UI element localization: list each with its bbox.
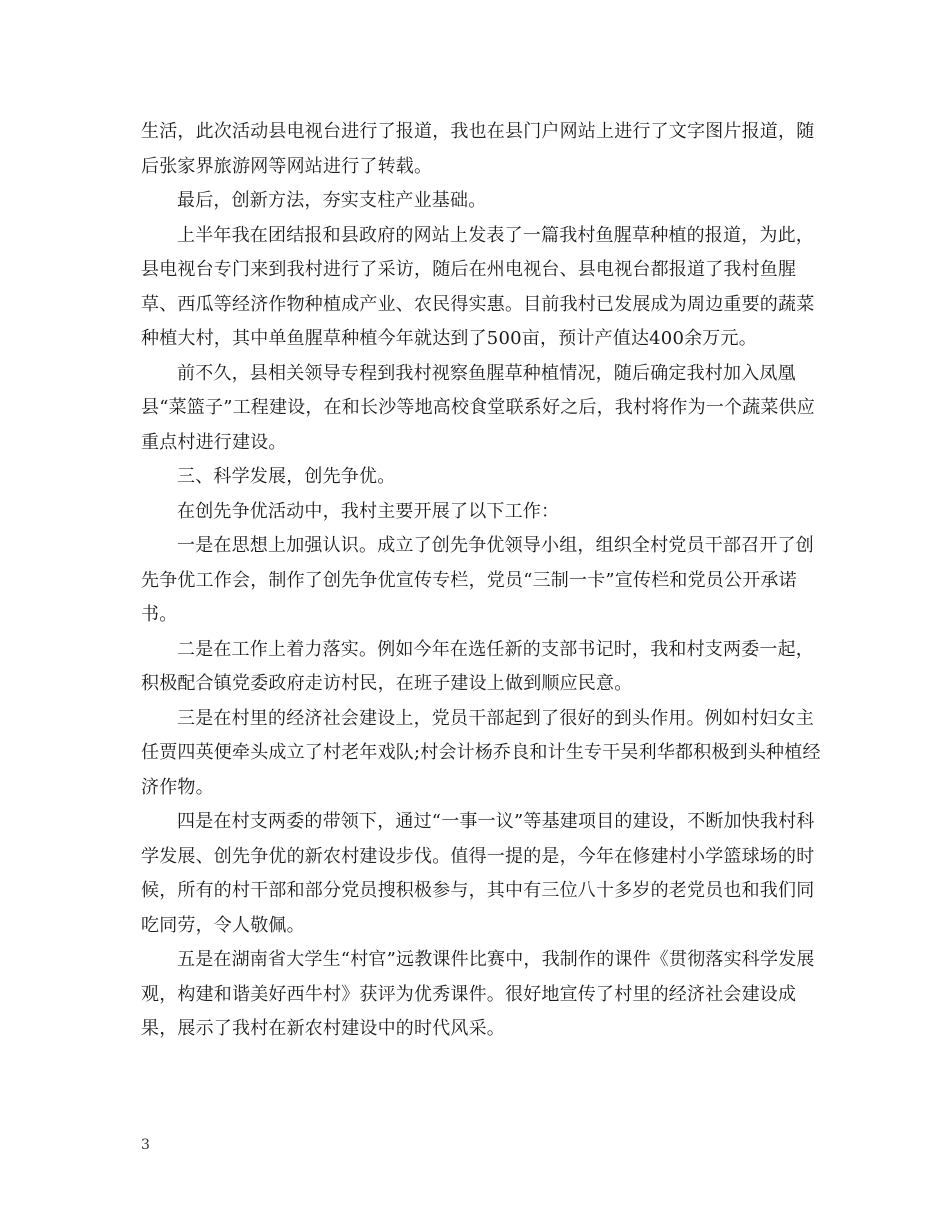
paragraph-10: 四是在村支两委的带领下，通过“一事一议”等基建项目的建设，不断加快我村科学发展、创先争优的新农村建设步伐。值得一提的是，今年在修建村小学篮球场的时候，所有的村干部和部分党员搜积极参与，其中有三位八十多岁的老党员也和我们同吃同劳，令人敬佩。 (141, 811, 815, 936)
page-number: 3 (141, 1137, 150, 1153)
paragraph-7: 一是在思想上加强认识。成立了创先争优领导小组，组织全村党员干部召开了创先争优工作会，制作了创先争优宣传专栏，党员“三制一卡”宣传栏和党员公开承诺书。 (141, 535, 814, 625)
paragraph-9: 三是在村里的经济社会建设上，党员干部起到了很好的到头作用。例如村妇女主任贾四英便牵头成立了村老年戏队;村会计杨乔良和计生专干吴利华都积极到头种植经济作物。 (141, 707, 821, 798)
paragraph-8: 二是在工作上着力落实。例如今年在选任新的支部书记时，我和村支两委一起，积极配合镇党委政府走访村民，在班子建设上做到顺应民意。 (141, 638, 814, 694)
paragraph-6: 在创先争优活动中，我村主要开展了以下工作： (177, 500, 560, 522)
section-heading: 三、科学发展，创先争优。 (177, 466, 396, 487)
paragraph-3: 上半年我在团结报和县政府的网站上发表了一篇我村鱼腥草种植的报道，为此，县电视台专门来到我村进行了采访，随后在州电视台、县电视台都报道了我村鱼腥草、西瓜等经济作物种植成产业、农民得实惠。目前我村已发展成为周边重要的蔬菜种植大村，其中单鱼腥草种植今年就达到了500亩，预计产值达400余万元。 (141, 224, 815, 349)
paragraph-4: 前不久，县相关领导专程到我村视察鱼腥草种植情况，随后确定我村加入凤凰县“菜篮子”工程建设，在和长沙等地高校食堂联系好之后，我村将作为一个蔬菜供应重点村进行建设。 (141, 362, 816, 453)
body-text (141, 115, 821, 1047)
paragraph-11: 五是在湖南省大学生“村官”远教课件比赛中，我制作的课件《贯彻落实科学发展观，构建和谐美好西牛村》获评为优秀课件。很好地宣传了村里的经济社会建设成果，展示了我村在新农村建设中的时代风采。 (141, 949, 815, 1039)
paragraph-1: 生活，此次活动县电视台进行了报道，我也在县门户网站上进行了文字图片报道，随后张家界旅游网等网站进行了转载。 (141, 121, 815, 177)
paragraph-2: 最后，创新方法，夯实支柱产业基础。 (177, 190, 487, 211)
